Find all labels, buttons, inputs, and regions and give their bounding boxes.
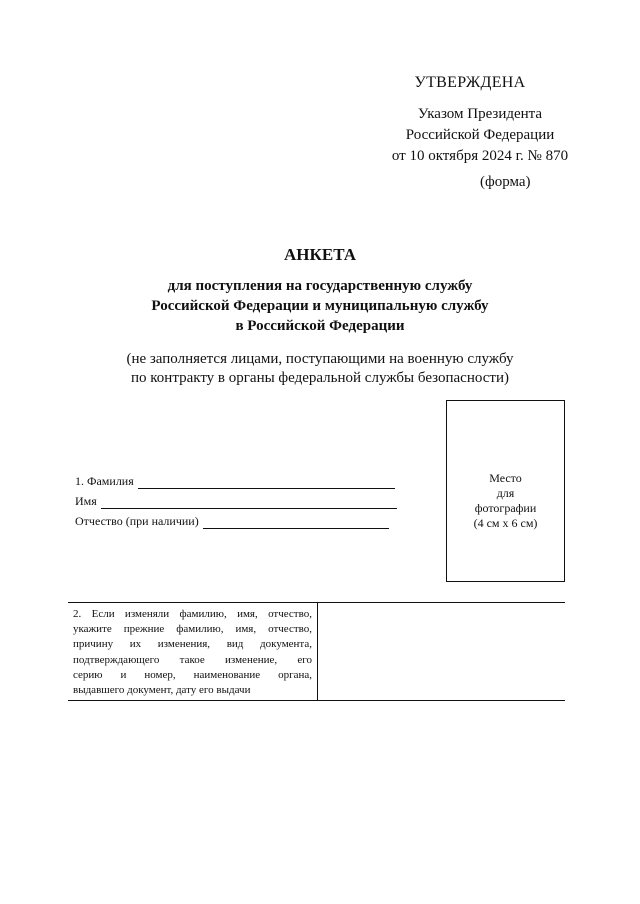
question-2-line-5: серию и номер, наименование органа,: [73, 668, 312, 681]
surname-row: [75, 473, 395, 489]
approval-status: УТВЕРЖДЕНА: [414, 74, 526, 91]
surname-field[interactable]: [138, 476, 395, 489]
document-subtitle-line-1: для поступления на государственную службу: [167, 278, 473, 294]
photo-placeholder: [446, 400, 565, 582]
question-2-line-2: укажите прежние фамилию, имя, отчество,: [73, 623, 312, 636]
photo-caption-line-1: Место: [489, 471, 522, 485]
photo-caption-line-3: фотографии: [474, 501, 537, 515]
title-block: [0, 245, 640, 336]
question-2-text: [73, 607, 312, 698]
approval-line-date: от 10 октября 2024 г. № 870: [391, 148, 569, 164]
table-column-divider: [317, 603, 318, 700]
question-2-line-1: 2. Если изменяли фамилию, имя, отчество,: [73, 608, 312, 620]
patronymic-row: [75, 513, 389, 529]
approval-line-country: Российской Федерации: [405, 127, 555, 143]
name-row: [75, 493, 397, 509]
approval-block: [340, 104, 620, 167]
photo-caption-line-4: (4 см х 6 см): [473, 516, 538, 530]
form-mark: (форма): [480, 174, 531, 190]
name-label: Имя: [75, 494, 97, 508]
photo-caption-line-2: для: [496, 486, 515, 500]
surname-label: 1. Фамилия: [75, 474, 134, 488]
note-block: [0, 350, 640, 388]
approval-line-decree: Указом Президента: [417, 106, 543, 122]
name-field[interactable]: [101, 496, 397, 509]
patronymic-label: Отчество (при наличии): [75, 514, 199, 528]
document-subtitle-line-3: в Российской Федерации: [235, 318, 405, 334]
note-line-2: по контракту в органы федеральной службы безопасности): [131, 370, 509, 386]
question-table: [68, 602, 565, 701]
question-2-line-6: выдавшего документ, дату его выдачи: [73, 684, 251, 697]
document-title: АНКЕТА: [284, 245, 356, 264]
question-2-line-3: причину их изменения, вид документа,: [73, 638, 312, 651]
patronymic-field[interactable]: [203, 516, 389, 529]
question-2-answer-field[interactable]: [320, 605, 560, 698]
question-2-line-4: подтверждающего такое изменение, его: [73, 653, 312, 666]
document-subtitle-line-2: Российской Федерации и муниципальную службу: [151, 298, 489, 314]
photo-caption: [447, 471, 564, 531]
note-line-1: (не заполняется лицами, поступающими на военную службу: [126, 351, 514, 367]
